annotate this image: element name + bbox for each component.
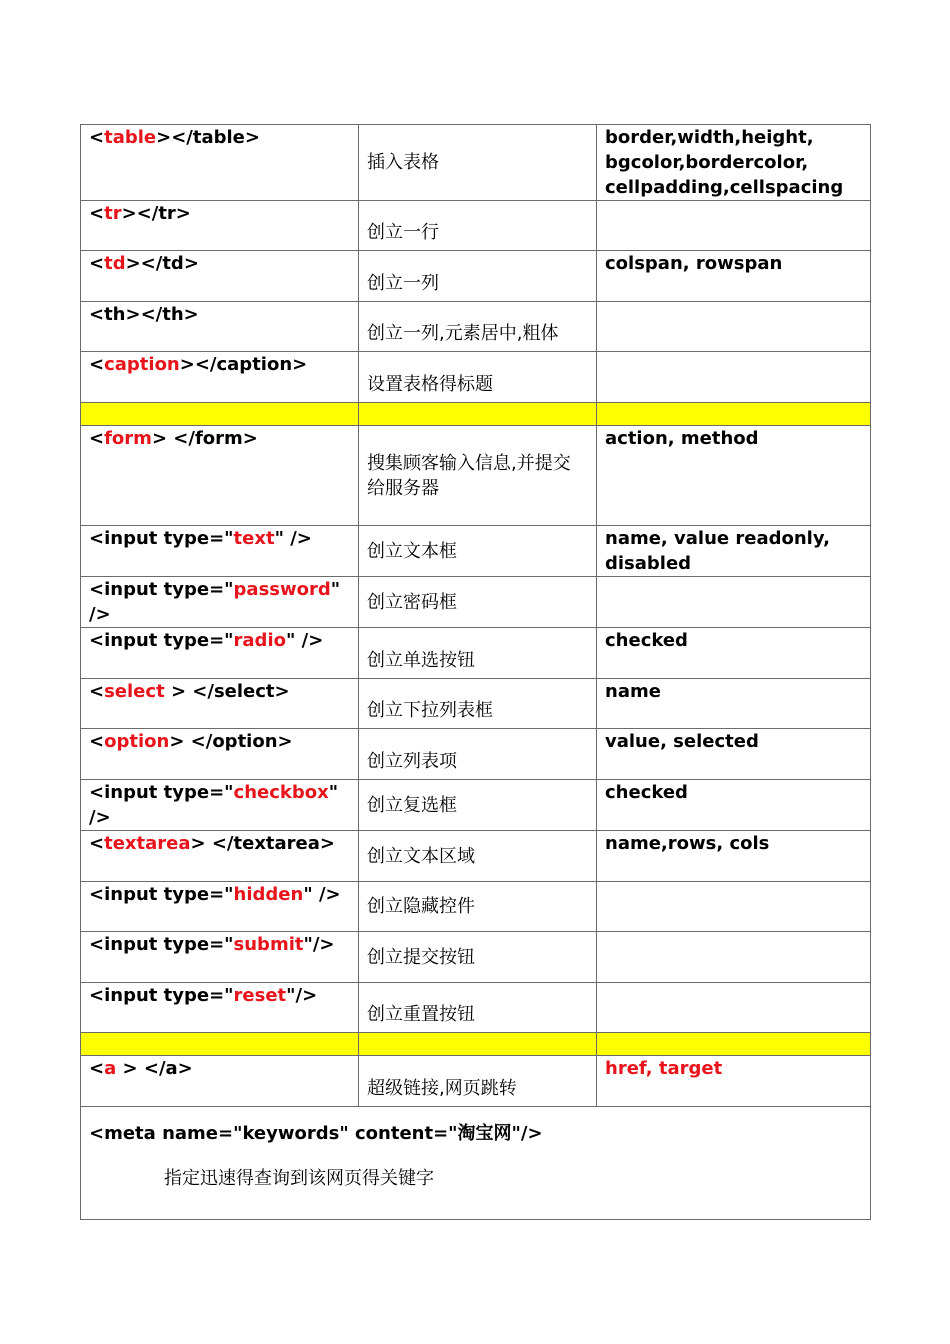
tag-text: ></tr> [121,203,191,224]
tag-cell [81,679,359,729]
tag-highlight: table [104,127,157,148]
separator-cell [597,403,871,426]
tag-text: ></caption> [179,354,308,375]
meta-code-keyword: 淘宝网 [457,1123,512,1144]
tag-highlight: checkbox [233,782,329,803]
tag-text: "/> [286,985,318,1006]
tag-text: " /> [89,579,341,625]
separator-cell [359,1033,597,1056]
tag-text: < [89,203,105,224]
tag-cell [81,983,359,1033]
table-row [81,679,871,729]
tag-text: <input type=" [89,782,234,803]
table-row [81,983,871,1033]
table-row [81,628,871,679]
table-row [81,251,871,302]
attributes-cell: border,width,height, bgcolor,bordercolor, cellpadding,cellspacing [597,125,871,201]
tag-text: < [89,127,105,148]
attributes-cell: colspan, rowspan [597,251,871,302]
tag-highlight: password [233,579,331,600]
tag-highlight: radio [233,630,286,651]
tag-text: ></table> [156,127,260,148]
tag-text: " /> [89,782,339,828]
table-row [81,526,871,577]
separator-cell [81,403,359,426]
tag-cell [81,352,359,403]
tag-text: ></td> [125,253,199,274]
attributes-cell [597,302,871,352]
meta-row [81,1107,871,1220]
tag-text: < [89,354,105,375]
tag-text: <input type=" [89,579,234,600]
description-cell: 搜集顾客输入信息,并提交给服务器 [359,426,597,526]
tag-cell [81,780,359,831]
tag-text: " /> [274,528,312,549]
tag-text: > </option> [169,731,293,752]
attributes-cell: checked [597,628,871,679]
tag-text: > </form> [151,428,258,449]
description-cell: 创立重置按钮 [359,983,597,1033]
description-cell: 创立下拉列表框 [359,679,597,729]
tag-text: < [89,833,105,854]
table-row [81,1056,871,1107]
html-tag-reference-table [80,124,871,1220]
description-cell: 创立一列,元素居中,粗体 [359,302,597,352]
description-cell: 创立文本框 [359,526,597,577]
description-cell: 创立单选按钮 [359,628,597,679]
attributes-cell [597,983,871,1033]
attributes-cell: name,rows, cols [597,831,871,882]
tag-cell [81,831,359,882]
separator-cell [359,403,597,426]
attributes-cell: value, selected [597,729,871,780]
separator-row [81,403,871,426]
tag-text: " /> [285,630,324,651]
attributes-cell: href, target [597,1056,871,1107]
tag-cell [81,526,359,577]
tag-highlight: reset [233,985,287,1006]
table-row [81,729,871,780]
tag-highlight: submit [233,934,304,955]
separator-cell [81,1033,359,1056]
tag-highlight: hidden [233,884,304,905]
tag-cell [81,302,359,352]
table-row [81,932,871,983]
tag-text: <input type=" [89,934,234,955]
tag-text: > </select> [164,681,290,702]
table-row [81,426,871,526]
tag-highlight: option [104,731,170,752]
description-cell: 创立一行 [359,201,597,251]
tag-text: <th></th> [89,304,199,325]
tag-highlight: text [233,528,275,549]
table-row [81,882,871,932]
tag-highlight: select [104,681,165,702]
tag-text: " /> [303,884,341,905]
tag-text: > </textarea> [190,833,335,854]
meta-code-text: <meta name="keywords" content=" [89,1123,458,1144]
attributes-cell: action, method [597,426,871,526]
tag-text: <input type=" [89,528,234,549]
tag-highlight: a [104,1058,117,1079]
attributes-cell [597,932,871,983]
tag-highlight: form [104,428,152,449]
tag-highlight: tr [104,203,122,224]
attributes-cell [597,201,871,251]
table-row [81,352,871,403]
description-cell: 插入表格 [359,125,597,201]
description-cell: 创立列表项 [359,729,597,780]
tag-cell [81,201,359,251]
tag-text: < [89,731,105,752]
meta-code [89,1121,862,1146]
tag-cell [81,1056,359,1107]
separator-cell [597,1033,871,1056]
tag-text: < [89,1058,105,1079]
description-cell: 创立隐藏控件 [359,882,597,932]
description-cell: 创立密码框 [359,577,597,628]
tag-text: <input type=" [89,985,234,1006]
table-row [81,125,871,201]
tag-cell [81,729,359,780]
tag-highlight: caption [104,354,180,375]
tag-cell [81,628,359,679]
attributes-cell [597,577,871,628]
tag-text: < [89,681,105,702]
meta-code-text: "/> [511,1123,543,1144]
tag-text: "/> [303,934,335,955]
table-row [81,302,871,352]
description-cell: 创立提交按钮 [359,932,597,983]
tag-text: < [89,428,105,449]
table-row [81,780,871,831]
tag-text: <input type=" [89,630,234,651]
table-row [81,577,871,628]
attributes-cell: checked [597,780,871,831]
description-cell: 创立一列 [359,251,597,302]
description-cell: 创立复选框 [359,780,597,831]
tag-text: <input type=" [89,884,234,905]
tag-cell [81,577,359,628]
tag-text: < [89,253,105,274]
description-cell: 设置表格得标题 [359,352,597,403]
tag-text: > </a> [116,1058,193,1079]
attributes-cell [597,352,871,403]
table-row [81,831,871,882]
attributes-cell: name [597,679,871,729]
tag-cell [81,932,359,983]
table-row [81,201,871,251]
tag-highlight: textarea [104,833,191,854]
tag-cell [81,426,359,526]
meta-description: 指定迅速得查询到该网页得关键字 [164,1168,434,1189]
tag-cell [81,251,359,302]
separator-row [81,1033,871,1056]
attributes-cell: name, value readonly, disabled [597,526,871,577]
tag-highlight: td [104,253,126,274]
attributes-cell [597,882,871,932]
tag-cell [81,125,359,201]
description-cell: 创立文本区域 [359,831,597,882]
description-cell: 超级链接,网页跳转 [359,1056,597,1107]
tag-cell [81,882,359,932]
meta-cell [81,1107,871,1220]
